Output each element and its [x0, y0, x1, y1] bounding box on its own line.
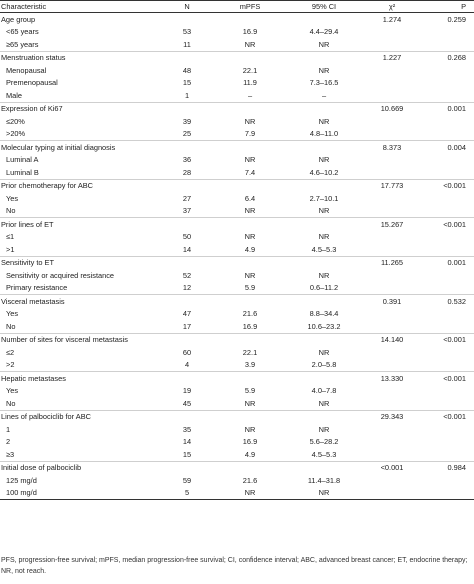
cell-characteristic: Luminal A	[6, 155, 39, 165]
cell-chi2: 15.267	[362, 218, 422, 231]
table-row	[0, 231, 474, 244]
cell-chi2	[362, 26, 422, 39]
cell-characteristic: No	[6, 206, 16, 216]
cell-ci	[286, 295, 362, 308]
cell-characteristic: 2	[6, 437, 11, 447]
cell-p	[422, 77, 474, 90]
cell-chi2: <0.001	[362, 461, 422, 474]
table-row	[0, 115, 474, 128]
cell-characteristic: Hepatic metastases	[0, 372, 160, 385]
cell-mpfs	[214, 333, 286, 346]
cell-n	[160, 372, 214, 385]
cell-mpfs: 16.9	[242, 437, 258, 447]
header-p: P	[422, 1, 474, 13]
table-group-row	[0, 295, 474, 308]
footnote: PFS, progression-free survival; mPFS, median progression-free survival; CI, confidence interval; ABC, advanced breast cancer; ET, endocrine therapy; NR, not reach.	[1, 557, 468, 575]
cell-n: 12	[182, 283, 192, 293]
table-row	[0, 423, 474, 436]
cell-p	[422, 115, 474, 128]
cell-n: 27	[182, 193, 192, 203]
table-row	[0, 397, 474, 410]
cell-characteristic: Luminal B	[6, 167, 39, 177]
cell-characteristic: Molecular typing at initial diagnosis	[0, 141, 160, 154]
cell-n	[160, 295, 214, 308]
cell-mpfs: 6.4	[244, 193, 256, 203]
cell-mpfs	[214, 141, 286, 154]
table-row	[0, 89, 474, 102]
cell-p	[422, 474, 474, 487]
cell-mpfs: NR	[244, 206, 256, 216]
cell-characteristic: Yes	[6, 193, 19, 203]
cell-p	[422, 448, 474, 461]
cell-chi2	[362, 436, 422, 449]
cell-chi2	[362, 154, 422, 167]
cell-characteristic: ≥3	[6, 449, 15, 459]
cell-characteristic: Age group	[1, 14, 36, 24]
cell-ci: NR	[318, 232, 330, 242]
cell-characteristic: Prior lines of ET	[0, 218, 160, 231]
cell-ci	[286, 179, 362, 192]
cell-characteristic: 1	[6, 424, 11, 434]
cell-p: <0.001	[422, 218, 474, 231]
cell-chi2	[362, 269, 422, 282]
table-row	[0, 282, 474, 295]
cell-chi2	[362, 128, 422, 141]
cell-ci: NR	[318, 424, 330, 434]
table-group-row	[0, 141, 474, 154]
cell-ci: NR	[318, 347, 330, 357]
cell-n: 4	[184, 360, 190, 370]
cell-mpfs: NR	[244, 398, 256, 408]
table-row	[0, 154, 474, 167]
cell-characteristic: Prior chemotherapy for ABC	[0, 179, 160, 192]
cell-mpfs	[214, 372, 286, 385]
cell-characteristic: ≤20%	[6, 116, 25, 126]
cell-p	[422, 154, 474, 167]
cell-mpfs	[214, 51, 286, 64]
cell-characteristic: Premenopausal	[6, 78, 58, 88]
cell-chi2	[362, 397, 422, 410]
cell-characteristic: Sensitivity or acquired resistance	[6, 270, 115, 280]
cell-chi2: 10.669	[362, 102, 422, 115]
cell-n: 11	[183, 39, 191, 49]
cell-ci	[286, 333, 362, 346]
cell-n	[160, 256, 214, 269]
cell-n: 1	[184, 90, 190, 100]
header-n: N	[160, 1, 214, 13]
cell-p	[422, 436, 474, 449]
cell-chi2	[362, 487, 422, 500]
cell-n: 15	[182, 78, 192, 88]
cell-ci: 4.5–5.3	[311, 244, 337, 254]
cell-n	[160, 51, 214, 64]
cell-chi2	[362, 115, 422, 128]
cell-p: 0.984	[422, 461, 474, 474]
cell-n: 36	[182, 155, 192, 165]
cell-n: 52	[182, 270, 192, 280]
cell-ci: NR	[318, 39, 330, 49]
cell-ci	[286, 13, 362, 26]
table-group-row	[0, 333, 474, 346]
cell-ci: NR	[318, 155, 330, 165]
cell-mpfs: 16.9	[242, 27, 258, 37]
cell-mpfs	[214, 102, 286, 115]
cell-ci: 5.6–28.2	[309, 437, 339, 447]
cell-ci: 4.0–7.8	[311, 386, 337, 396]
cell-chi2: 11.265	[362, 256, 422, 269]
cell-characteristic: Sensitivity to ET	[0, 256, 160, 269]
cell-mpfs: NR	[244, 270, 256, 280]
cell-ci: 7.3–16.5	[309, 78, 339, 88]
table-row	[0, 448, 474, 461]
cell-p: 0.268	[422, 51, 474, 64]
cell-chi2	[362, 448, 422, 461]
cell-p	[422, 269, 474, 282]
cell-mpfs: NR	[244, 424, 256, 434]
table-row	[0, 487, 474, 500]
cell-ci: 4.4–29.4	[309, 27, 339, 37]
cell-ci: NR	[286, 487, 362, 500]
cell-ci: 2.7–10.1	[309, 193, 339, 203]
cell-p: <0.001	[422, 179, 474, 192]
cell-characteristic: 100 mg/d	[0, 487, 160, 500]
table-row	[0, 320, 474, 333]
cell-characteristic: Yes	[6, 309, 19, 319]
cell-n	[160, 410, 214, 423]
cell-mpfs: 7.4	[244, 167, 256, 177]
table-row	[0, 385, 474, 398]
cell-chi2	[362, 38, 422, 51]
cell-ci: NR	[318, 116, 330, 126]
cell-mpfs: NR	[244, 232, 256, 242]
cell-p: 0.004	[422, 141, 474, 154]
cell-chi2	[362, 64, 422, 77]
cell-mpfs: 4.9	[244, 244, 256, 254]
cell-chi2	[362, 89, 422, 102]
cell-chi2	[362, 308, 422, 321]
cell-n	[160, 461, 214, 474]
cell-p	[422, 385, 474, 398]
cell-chi2	[362, 282, 422, 295]
cell-p	[422, 26, 474, 39]
table-row	[0, 308, 474, 321]
header-chi2: χ²	[362, 1, 422, 13]
cell-n: 28	[182, 167, 192, 177]
cell-chi2	[362, 423, 422, 436]
cell-p	[422, 282, 474, 295]
cell-p	[422, 128, 474, 141]
cell-ci	[286, 410, 362, 423]
cell-mpfs: 22.1	[242, 347, 258, 357]
cell-characteristic: Visceral metastasis	[0, 295, 160, 308]
cell-mpfs: 4.9	[244, 449, 256, 459]
cell-mpfs: NR	[244, 39, 256, 49]
cell-n	[160, 102, 214, 115]
cell-chi2	[362, 166, 422, 179]
cell-p: 0.259	[447, 14, 466, 24]
table-row	[0, 128, 474, 141]
cell-n	[160, 13, 214, 26]
header-ci: 95% CI	[286, 1, 362, 13]
cell-p	[422, 89, 474, 102]
cell-p	[422, 243, 474, 256]
cell-mpfs: NR	[214, 487, 286, 500]
cell-mpfs	[214, 295, 286, 308]
cell-chi2: 14.140	[362, 333, 422, 346]
cell-characteristic: >2	[6, 360, 15, 370]
cell-ci	[286, 102, 362, 115]
header-characteristic: Characteristic	[0, 1, 160, 13]
cell-mpfs: NR	[244, 155, 256, 165]
cell-characteristic: Initial dose of palbociclib	[0, 461, 160, 474]
cell-mpfs: –	[247, 90, 253, 100]
cell-characteristic: ≥65 years	[6, 39, 39, 49]
cell-ci: 10.6–23.2	[307, 321, 341, 331]
table-row	[0, 474, 474, 487]
cell-characteristic: Lines of palbociclib for ABC	[0, 410, 160, 423]
cell-ci: 4.6–10.2	[309, 167, 339, 177]
cell-ci	[286, 51, 362, 64]
cell-characteristic: 125 mg/d	[6, 475, 37, 485]
cell-n: 53	[182, 27, 192, 37]
cell-p	[422, 308, 474, 321]
cell-n: 59	[182, 475, 192, 485]
cell-mpfs: NR	[244, 116, 256, 126]
cell-n	[160, 333, 214, 346]
cell-p	[422, 64, 474, 77]
cell-p	[422, 359, 474, 372]
cell-characteristic: >20%	[6, 129, 26, 139]
cell-characteristic: Menopausal	[6, 65, 47, 75]
cell-characteristic: ≤2	[6, 347, 15, 357]
cell-ci: 4.8–11.0	[309, 129, 339, 139]
cell-characteristic: Menstruation status	[0, 51, 160, 64]
cell-n: 39	[182, 116, 192, 126]
cell-chi2: 8.373	[362, 141, 422, 154]
cell-chi2	[362, 192, 422, 205]
cell-ci: NR	[318, 398, 330, 408]
cell-ci: 2.0–5.8	[311, 360, 337, 370]
cell-mpfs: 3.9	[244, 360, 256, 370]
cell-ci: 11.4–31.8	[307, 475, 341, 485]
cell-mpfs	[214, 218, 286, 231]
table-group-row	[0, 13, 474, 26]
table-header	[0, 1, 474, 13]
cell-characteristic: >1	[6, 244, 15, 254]
cell-n	[160, 141, 214, 154]
cell-characteristic: Yes	[6, 386, 19, 396]
cell-ci	[286, 218, 362, 231]
cell-ci: 0.6–11.2	[309, 283, 339, 293]
cell-chi2	[362, 205, 422, 218]
cell-chi2: 1.274	[382, 14, 402, 24]
cell-chi2	[362, 243, 422, 256]
cell-mpfs	[214, 179, 286, 192]
cell-n: 47	[182, 309, 192, 319]
cell-n: 15	[182, 449, 192, 459]
cell-p	[422, 166, 474, 179]
cell-characteristic: ≤1	[6, 232, 15, 242]
cell-characteristic: Expression of Ki67	[0, 102, 160, 115]
cell-mpfs	[214, 256, 286, 269]
cell-characteristic: Male	[6, 90, 23, 100]
cell-chi2: 17.773	[362, 179, 422, 192]
cell-ci: –	[321, 90, 327, 100]
table-row	[0, 166, 474, 179]
cell-p	[422, 38, 474, 51]
table-row	[0, 269, 474, 282]
cell-chi2: 1.227	[362, 51, 422, 64]
cell-p	[422, 423, 474, 436]
cell-p: <0.001	[422, 372, 474, 385]
cell-p	[422, 487, 474, 500]
cell-p: 0.532	[422, 295, 474, 308]
cell-n: 60	[182, 347, 192, 357]
cell-chi2	[362, 320, 422, 333]
cell-n: 45	[182, 398, 192, 408]
table-row	[0, 243, 474, 256]
cell-mpfs: 16.9	[242, 321, 258, 331]
cell-ci	[286, 461, 362, 474]
cell-mpfs: 22.1	[242, 65, 258, 75]
cell-ci: NR	[318, 270, 330, 280]
table-row	[0, 64, 474, 77]
cell-p	[422, 205, 474, 218]
cell-mpfs: 5.9	[244, 386, 256, 396]
cell-chi2	[362, 359, 422, 372]
cell-mpfs: 11.9	[243, 78, 257, 88]
table-group-row	[0, 102, 474, 115]
table-group-row	[0, 410, 474, 423]
cell-chi2: 13.330	[362, 372, 422, 385]
table-row	[0, 436, 474, 449]
table-row	[0, 346, 474, 359]
cell-p	[422, 320, 474, 333]
cell-ci	[286, 372, 362, 385]
header-mpfs: mPFS	[214, 1, 286, 13]
cell-p: 0.001	[422, 102, 474, 115]
cell-mpfs: 21.6	[242, 309, 258, 319]
cell-p	[422, 192, 474, 205]
cell-n: 5	[160, 487, 214, 500]
cell-chi2	[362, 474, 422, 487]
cell-ci: 4.5–5.3	[311, 449, 337, 459]
cell-n: 25	[182, 129, 192, 139]
table-row	[0, 192, 474, 205]
cell-chi2	[362, 77, 422, 90]
cell-mpfs	[214, 410, 286, 423]
cell-chi2	[362, 231, 422, 244]
cell-mpfs	[214, 461, 286, 474]
cell-characteristic: <65 years	[6, 27, 39, 37]
cell-p: 0.001	[422, 256, 474, 269]
cell-mpfs: 21.6	[242, 475, 258, 485]
table-group-row	[0, 218, 474, 231]
cell-chi2	[362, 385, 422, 398]
cell-characteristic: Primary resistance	[6, 283, 68, 293]
table-group-row	[0, 179, 474, 192]
cell-p	[422, 231, 474, 244]
cell-mpfs: 7.9	[244, 129, 256, 139]
cell-n: 14	[182, 244, 192, 254]
table-row	[0, 26, 474, 39]
table-row	[0, 38, 474, 51]
cell-n	[160, 218, 214, 231]
cell-n: 17	[182, 321, 192, 331]
cell-ci	[286, 256, 362, 269]
cell-n: 14	[182, 437, 192, 447]
cell-n: 50	[182, 232, 192, 242]
cell-n	[160, 179, 214, 192]
cell-p	[422, 397, 474, 410]
cell-ci	[286, 141, 362, 154]
cell-chi2: 0.391	[362, 295, 422, 308]
cell-mpfs: 5.9	[244, 283, 256, 293]
cell-p	[422, 346, 474, 359]
table-body	[0, 13, 474, 500]
table-row	[0, 205, 474, 218]
cell-n: 48	[182, 65, 192, 75]
cell-ci: NR	[318, 65, 330, 75]
cell-n: 19	[182, 386, 192, 396]
cell-n: 37	[182, 206, 192, 216]
cell-characteristic: Number of sites for visceral metastasis	[0, 333, 160, 346]
cell-n: 35	[182, 424, 192, 434]
table-row	[0, 77, 474, 90]
cell-ci: 8.8–34.4	[309, 309, 339, 319]
cell-chi2	[362, 346, 422, 359]
table-row	[0, 359, 474, 372]
table-group-row	[0, 51, 474, 64]
cell-p: <0.001	[422, 410, 474, 423]
table-group-row	[0, 461, 474, 474]
table-group-row	[0, 256, 474, 269]
cell-characteristic: No	[6, 321, 16, 331]
cell-characteristic: No	[6, 398, 16, 408]
cell-mpfs	[214, 13, 286, 26]
table-group-row	[0, 372, 474, 385]
cell-p: <0.001	[422, 333, 474, 346]
cell-chi2: 29.343	[362, 410, 422, 423]
cell-ci: NR	[318, 206, 330, 216]
